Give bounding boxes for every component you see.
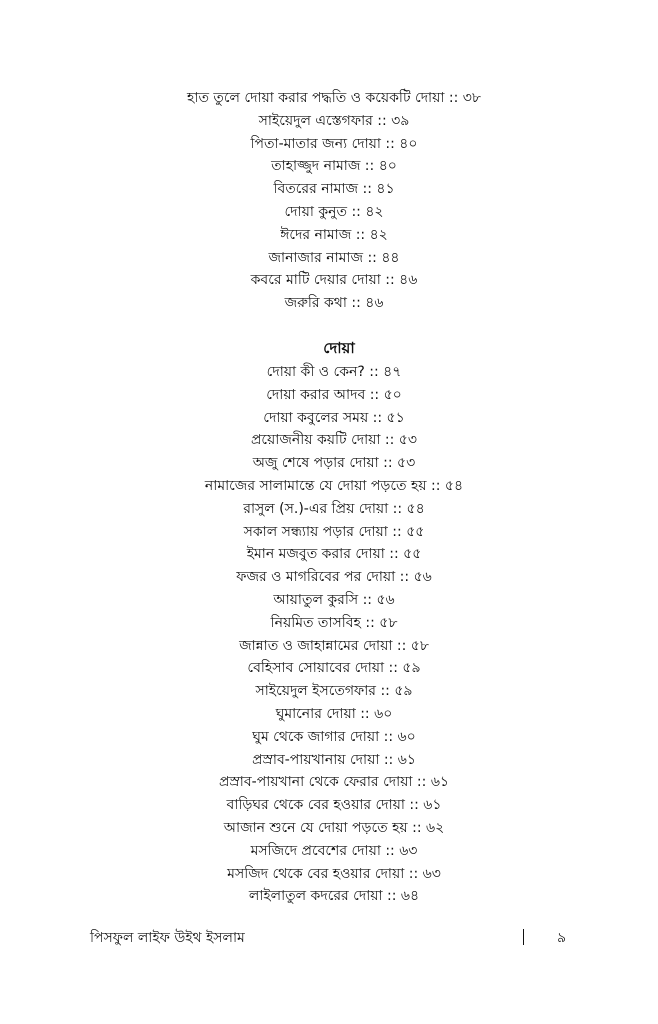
toc-entry: প্রস্রাব-পায়খানায় দোয়া :: ৬১ bbox=[252, 751, 416, 768]
toc-entry: বেহিসাব সোয়াবের দোয়া :: ৫৯ bbox=[247, 660, 421, 677]
toc-entry: মসজিদ থেকে বের হওয়ার দোয়া :: ৬৩ bbox=[227, 865, 441, 882]
toc-section-dua bbox=[0, 361, 658, 908]
toc-entry: জান্নাত ও জাহান্নামের দোয়া :: ৫৮ bbox=[239, 637, 429, 654]
toc-entry: আয়াতুল কুরসি :: ৫৬ bbox=[273, 591, 395, 608]
toc-entry: জানাজার নামাজ :: ৪৪ bbox=[268, 249, 400, 266]
footer-book-title: পিসফুল লাইফ উইথ ইসলাম bbox=[90, 930, 245, 946]
toc-entry: মসজিদে প্রবেশের দোয়া :: ৬৩ bbox=[250, 842, 418, 859]
footer-separator bbox=[523, 929, 524, 945]
toc-entry: হাত তুলে দোয়া করার পদ্ধতি ও কয়েকটি দোয়া :: ৩৮ bbox=[187, 90, 481, 106]
toc-entry: আজান শুনে যে দোয়া পড়তে হয় :: ৬২ bbox=[223, 819, 445, 836]
toc-entry: ঈদের নামাজ :: ৪২ bbox=[280, 226, 388, 243]
toc-entry: দোয়া কী ও কেন? :: ৪৭ bbox=[266, 364, 402, 380]
toc-entry: নামাজের সালামান্তে যে দোয়া পড়তে হয় :: ৫৪ bbox=[204, 477, 464, 494]
toc-entry: সাইয়েদুল ইসতেগফার :: ৫৯ bbox=[255, 683, 413, 700]
toc-entry: বাড়িঘর থেকে বের হওয়ার দোয়া :: ৬১ bbox=[226, 797, 442, 814]
toc-section-prayers bbox=[0, 87, 658, 315]
toc-entry: ঘুমানোর দোয়া :: ৬০ bbox=[275, 705, 393, 722]
toc-entry: তাহাজ্জুদ নামাজ :: ৪০ bbox=[271, 158, 397, 175]
toc-entry: অজু শেষে পড়ার দোয়া :: ৫৩ bbox=[252, 455, 416, 472]
toc-entry: ফজর ও মাগরিবের পর দোয়া :: ৫৬ bbox=[236, 569, 432, 586]
toc-entry: নিয়মিত তাসবিহ :: ৫৮ bbox=[270, 614, 398, 631]
toc-entry: বিতরের নামাজ :: ৪১ bbox=[273, 181, 395, 198]
toc-entry: প্রয়োজনীয় কয়টি দোয়া :: ৫৩ bbox=[250, 432, 417, 449]
toc-entry: দোয়া কবুলের সময় :: ৫১ bbox=[263, 409, 405, 426]
toc-entry: কবরে মাটি দেয়ার দোয়া :: ৪৬ bbox=[250, 272, 418, 289]
toc-entry: সাইয়েদুল এস্তেগফার :: ৩৯ bbox=[258, 112, 410, 129]
toc-entry: জরুরি কথা :: ৪৬ bbox=[284, 295, 384, 312]
toc-entry: লাইলাতুল কদরের দোয়া :: ৬৪ bbox=[248, 888, 420, 905]
toc-entry: ঘুম থেকে জাগার দোয়া :: ৬০ bbox=[252, 728, 416, 745]
section-heading-dua: দোয়া bbox=[323, 339, 355, 357]
toc-entry: দোয়া কুনুত :: ৪২ bbox=[284, 203, 384, 220]
toc-entry: প্রস্রাব-পায়খানা থেকে ফেরার দোয়া :: ৬১ bbox=[218, 774, 450, 791]
toc-entry: দোয়া করার আদব :: ৫০ bbox=[266, 386, 402, 403]
toc-entry: রাসুল (স.)-এর প্রিয় দোয়া :: ৫৪ bbox=[243, 500, 425, 517]
toc-entry: সকাল সন্ধ্যায় পড়ার দোয়া :: ৫৫ bbox=[243, 523, 425, 540]
toc-entry: ইমান মজবুত করার দোয়া :: ৫৫ bbox=[246, 546, 422, 563]
footer-page-number: ৯ bbox=[557, 930, 567, 946]
toc-entry: পিতা-মাতার জন্য দোয়া :: ৪০ bbox=[250, 135, 418, 152]
